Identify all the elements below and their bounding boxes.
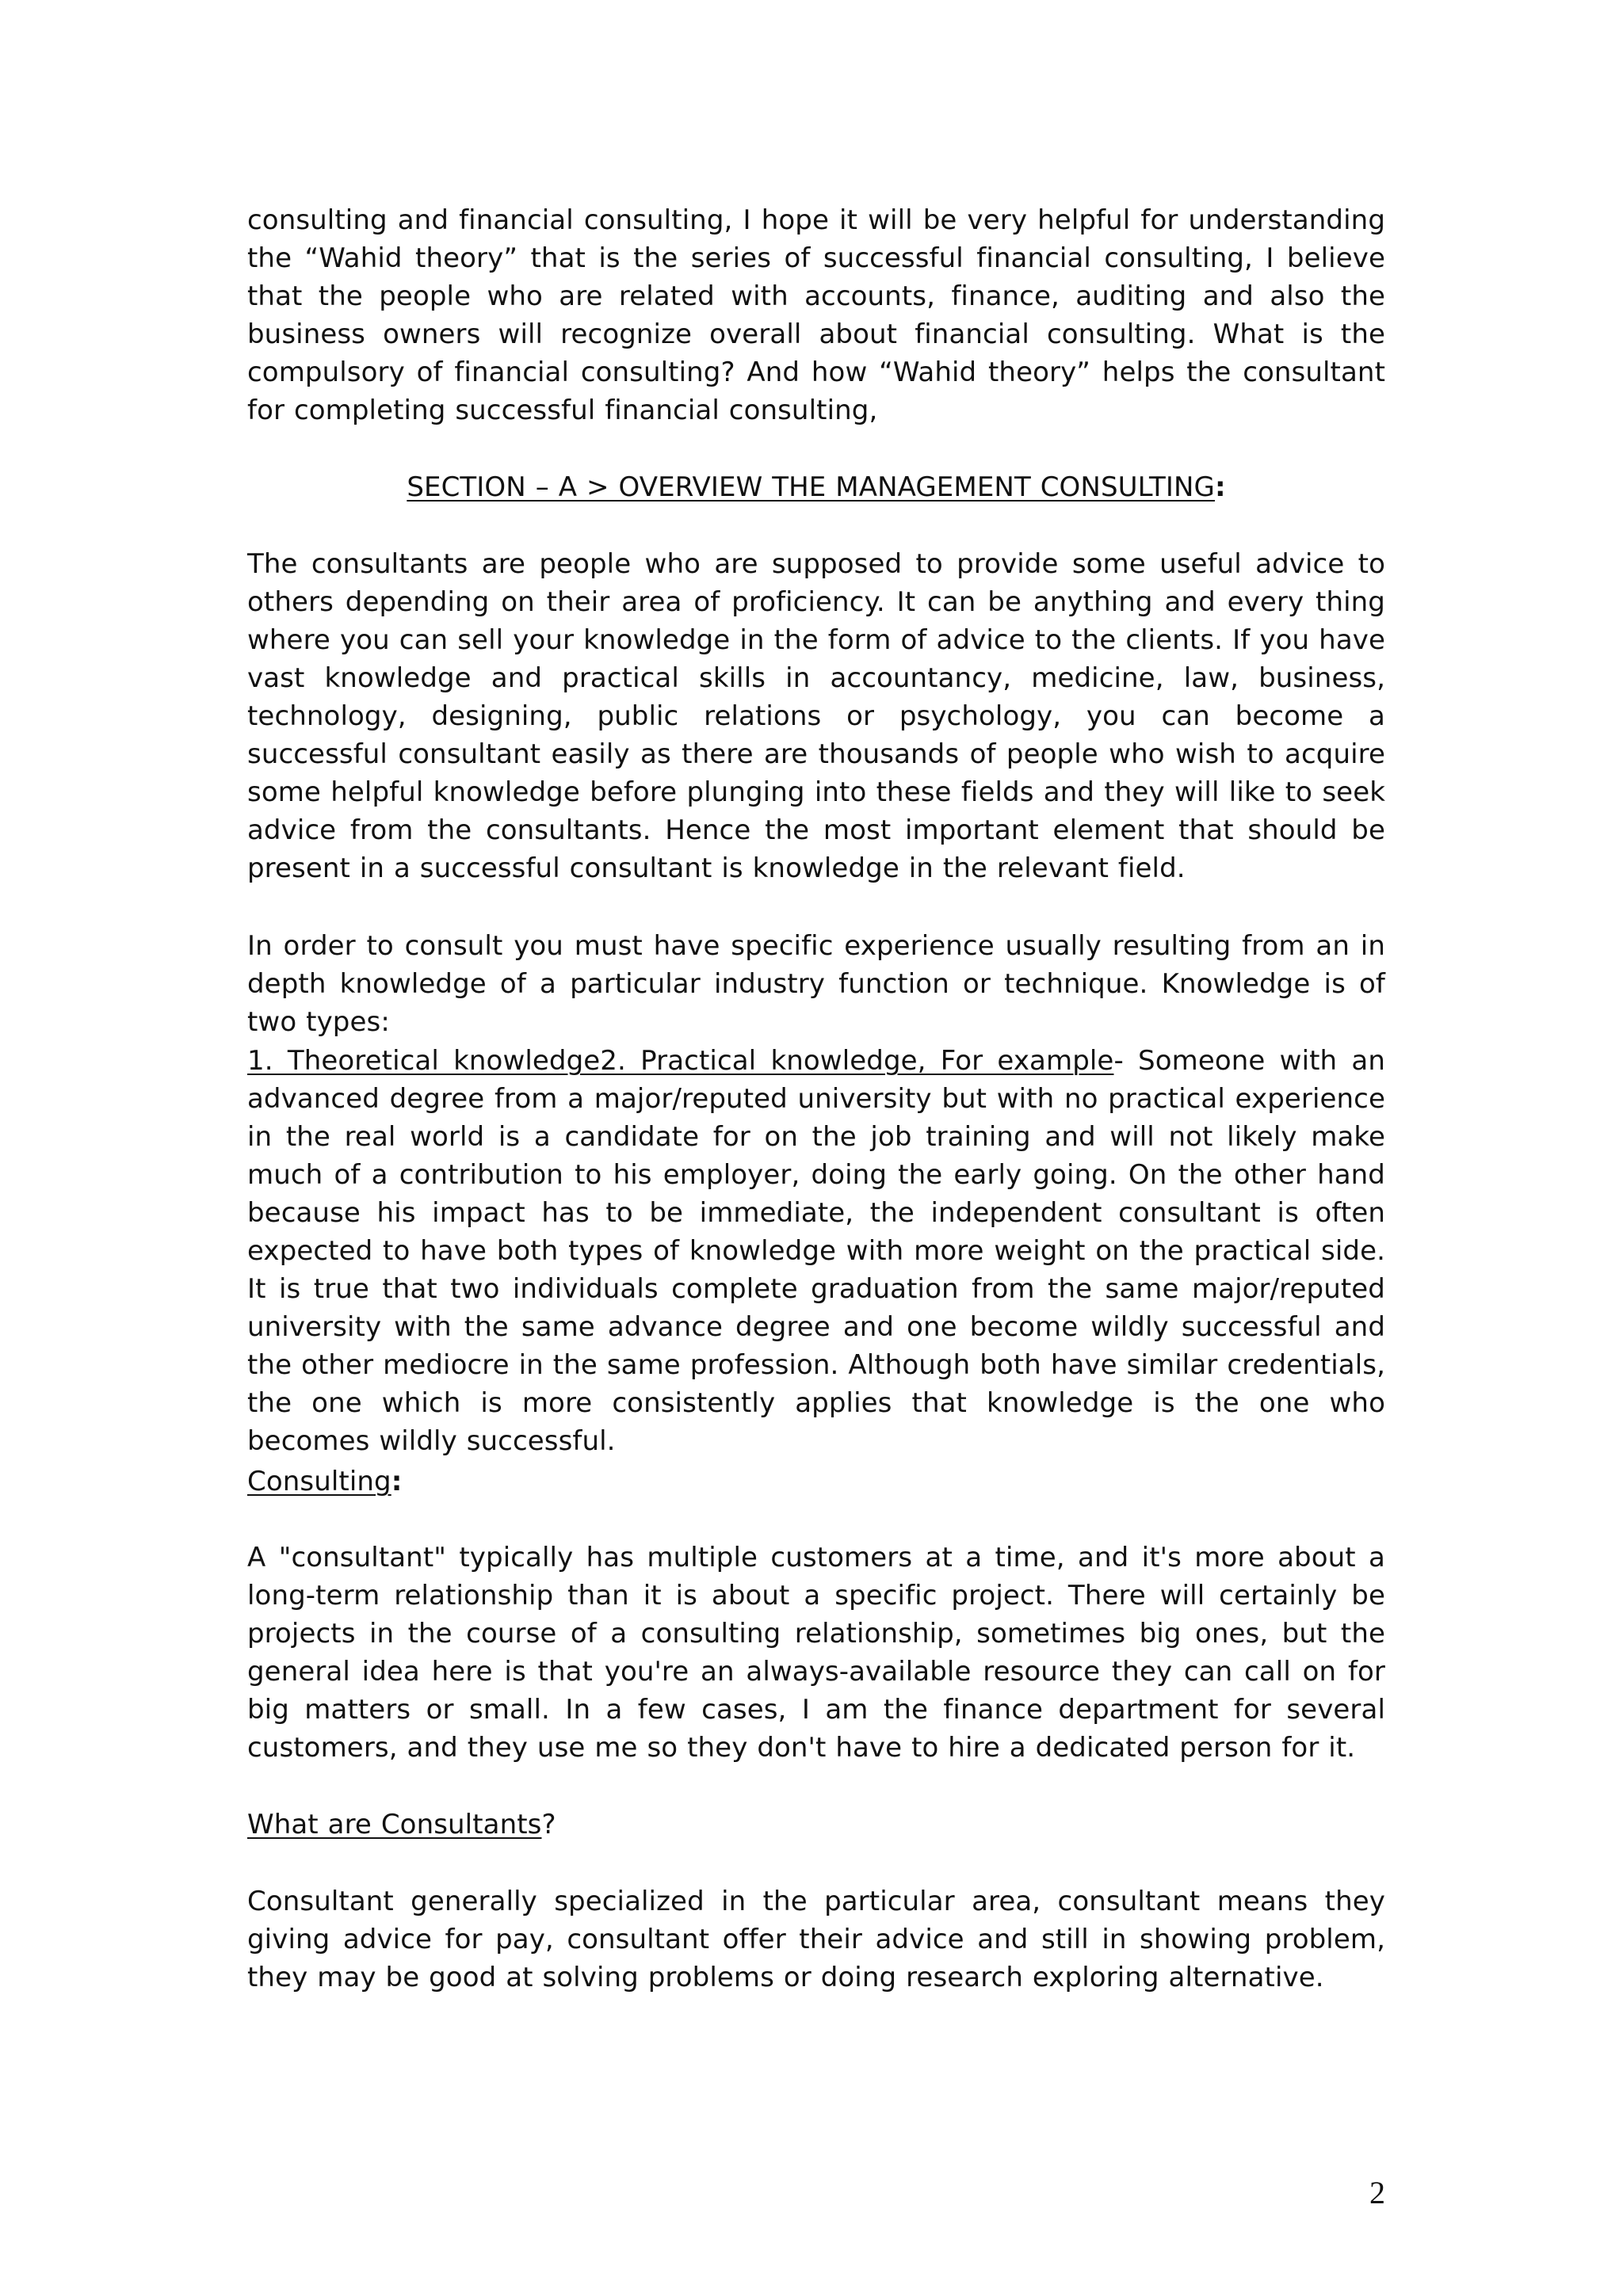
consultants-paragraph: Consultant generally specialized in the particular area, consultant means they giving advice for pay, consultant offer their advice and still in showing problem, they may be good at solving problems or doing research exploring alternative. <box>247 1886 1385 1993</box>
section-a-heading <box>247 468 1385 506</box>
consulting-heading-colon: : <box>391 1466 403 1497</box>
knowledge-types-underlined: 1. Theoretical knowledge2. Practical knowledge, For example <box>247 1045 1114 1077</box>
consultants-heading <box>247 1806 1385 1844</box>
consulting-paragraph: A "consultant" typically has multiple customers at a time, and it's more about a long-term relationship than it is about a specific project. There will certainly be projects in the course of a consulting relationship, sometimes big ones, but the general idea here is that you're an always-available resource they can call on for big matters or small. In a few cases, I am the finance department for several customers, and they use me so they don't have to hire a dedicated person for it. <box>247 1542 1385 1764</box>
consultants-heading-text: What are Consultants <box>247 1809 542 1840</box>
knowledge-types-example: - Someone with an advanced degree from a major/reputed university but with no practical experience in the real world is a candidate for on the job training and will not likely make much of a contribution to his employer, doing the early going. On the other hand because his impact has to be immediate, the independent consultant is often expected to have both types of knowledge with more weight on the practical side. It is true that two individuals complete graduation from the same major/reputed university with the same advance degree and one become wildly successful and the other mediocre in the same profession. Although both have similar credentials, the one which is more consistently applies that knowledge is the one who becomes wildly successful. <box>247 1045 1386 1457</box>
section-a-paragraph-1: The consultants are people who are supposed to provide some useful advice to others depending on their area of proficiency. It can be anything and every thing where you can sell your knowledge in the form of advice to the clients. If you have vast knowledge and practical skills in accountancy, medicine, law, business, technology, designing, public relations or psychology, you can become a successful consultant easily as there are thousands of people who wish to acquire some helpful knowledge before plunging into these fields and they will like to seek advice from the consultants. Hence the most important element that should be present in a successful consultant is knowledge in the relevant field. <box>247 548 1385 884</box>
consulting-heading-text: Consulting <box>247 1466 391 1497</box>
section-a-paragraph-3 <box>247 1042 1385 1460</box>
intro-paragraph: consulting and financial consulting, I hope it will be very helpful for understanding the “Wahid theory” that is the series of successful financial consulting, I believe that the people who are related with accounts, finance, auditing and also the business owners will recognize overall about financial consulting. What is the compulsory of financial consulting? And how “Wahid theory” helps the consultant for completing successful financial consulting, <box>247 204 1385 426</box>
section-a-heading-colon: : <box>1214 471 1226 503</box>
page-number: 2 <box>1369 2175 1385 2210</box>
section-a-paragraph-2: In order to consult you must have specific experience usually resulting from an in depth knowledge of a particular industry function or technique. Knowledge is of two types: <box>247 930 1385 1038</box>
section-a-heading-text: SECTION – A > OVERVIEW THE MANAGEMENT CONSULTING <box>407 471 1215 503</box>
consultants-heading-mark: ? <box>541 1809 556 1840</box>
consulting-heading <box>247 1463 1385 1501</box>
